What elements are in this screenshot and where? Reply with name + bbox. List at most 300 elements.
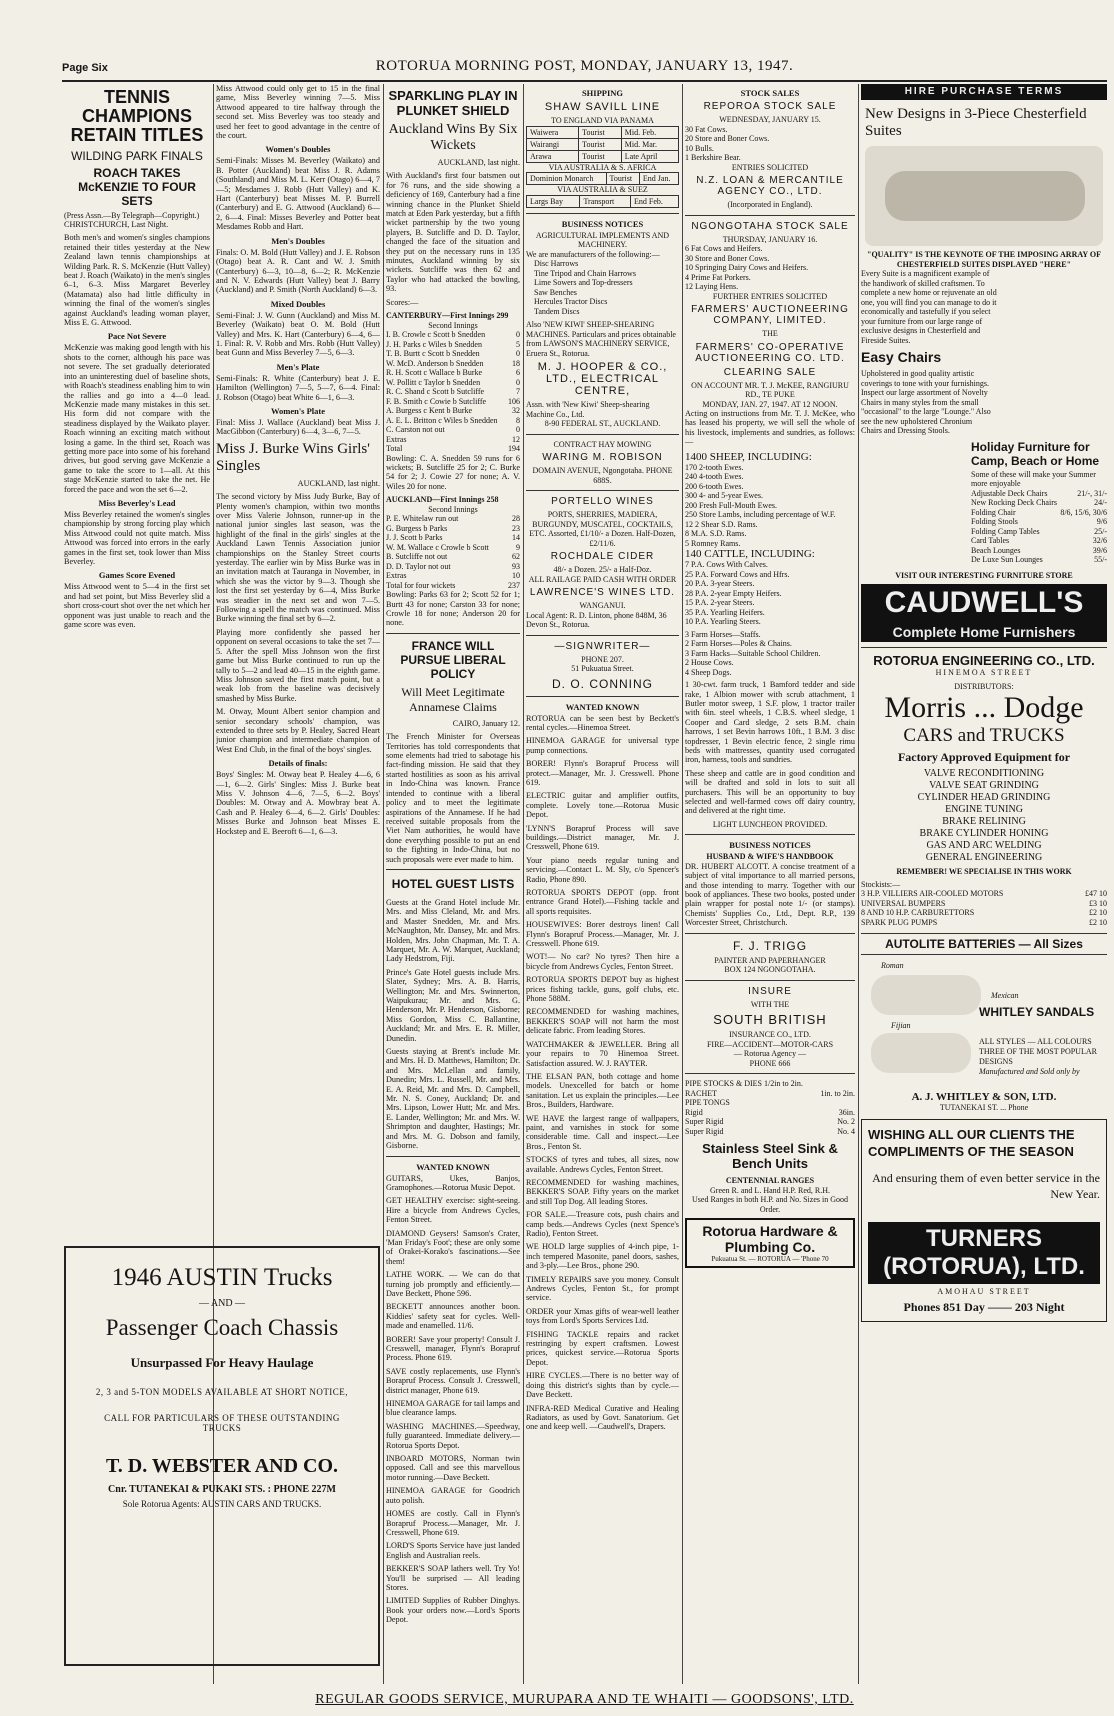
classifieds-list <box>386 1174 520 1625</box>
ad-text: 1 30-cwt. farm truck, 1 Bamford tedder and side rake, 1 Albion mower with scrub attachment, 1 Butler motor sweep, 1 S.F. plow, 1 tractor trailer with 6in. steel wheels, 1 C.B.S. wheel sledge, 1 Cooper and Card sledge, 2 sets B.M. chain harrows, 1 set Bevin harrows 10ft., 1 B.M. 3 disc topdresser, 1 Bevin electric fence, 2 single rimu beds with mattresses, quantity used corrugated iron, harness, tools and sundries. <box>685 680 855 765</box>
innings-subheading: Second Innings <box>428 320 478 330</box>
place: AUCKLAND, last night. <box>437 158 520 167</box>
holiday-item-value: 9/6 <box>1096 517 1107 526</box>
classified-ad: WASHING MACHINES.—Speedway, fully guaranteed. Immediate delivery.—Rotorua Sports Depot. <box>386 1421 520 1450</box>
scorecard-row <box>386 378 520 388</box>
article-text: Semi-Final: J. W. Gunn (Auckland) and Miss M. Beverley (Waikato) beat O. M. Bold (Hutt Valley) and Mrs. K. Hart (Canterbury) 6—4, 6—1. Final: R. V. Robb and Mrs. Robb (Hutt Valley) beat Gunn and Miss Beverley 7—5, 6—3. <box>216 310 380 358</box>
holiday-item <box>971 555 1107 565</box>
ad-text: THREE OF THE MOST POPULAR DESIGNS <box>979 1047 1097 1066</box>
headline: HOTEL GUEST LISTS <box>391 876 515 891</box>
holiday-item-label: Folding Chair <box>971 507 1016 517</box>
pipe-row-label: Super Rigid <box>685 1117 724 1127</box>
ad-text: INSURANCE CO., LTD. <box>729 1030 811 1040</box>
classified-ad: ORDER your Xmas gifts of wear-well leather toys from Lord's Sports Services Ltd. <box>526 1306 679 1326</box>
sale-item: 240 4-tooth Ewes. <box>685 472 744 482</box>
stockist-row-value: £2 10 <box>1089 917 1107 927</box>
ad-text: 51 Pukuatua Street. <box>571 664 634 673</box>
service-item: CYLINDER HEAD GRINDING <box>917 792 1051 803</box>
article-text: Playing more confidently she passed her opponent on several occasions to take the set 7—5. After the spell Miss Johnson won the first game but Miss Burke continued to run up the tally to 5—2 and lead 40—15 in the eighth game. Miss Johnson saved the first match point, but a weak lob from the baseline was decisively smashed by Miss Burke. <box>216 627 380 703</box>
article-text: Final: Miss J. Wallace (Auckland) beat Miss J. MacGibbon (Canterbury) 6—4, 3—6, 7—5. <box>216 417 380 437</box>
ad-heading: —SIGNWRITER— <box>554 640 651 652</box>
ad-text: Every Suite is a magnificent example of the handiwork of skilled craftsmen. To complete a new home or rejuvenate an old one, you will find you can manage to do it economically and tastefully if you select your furniture from our large range of exclusive designs in Chesterfield and Fireside Suites. <box>861 269 997 345</box>
scorecard-row-label: Extras <box>386 571 407 581</box>
shipping-line: SHAW SAVILL LINE <box>544 101 661 113</box>
sale-date: MONDAY, JAN. 27, 1947. AT 12 NOON. <box>702 399 838 409</box>
ad-firm: PORTELLO WINES <box>551 496 654 507</box>
scorecard-row-value: 0 <box>516 425 520 435</box>
scorecard-row-label: P. E. Whitelaw run out <box>386 514 459 524</box>
column-stock-sales <box>685 84 855 1684</box>
route: VIA AUSTRALIA & SUEZ <box>557 185 648 194</box>
ad-heading: ROCHDALE CIDER <box>550 551 655 562</box>
ad-title: 1946 AUSTIN Trucks <box>111 1264 333 1291</box>
scorecard-row-value: 28 <box>512 514 520 524</box>
page-header <box>62 58 1107 82</box>
scorecard-row-label: Extras <box>386 434 407 444</box>
ad-firm: FARMERS' CO-OPERATIVE AUCTIONEERING CO. LTD. <box>695 341 845 364</box>
column-tennis-continued <box>216 84 380 1234</box>
sandal-label: Mexican <box>991 991 1019 1000</box>
scorecard-row <box>386 562 520 572</box>
sale-items <box>685 463 855 549</box>
implement-item: Tine Tripod and Chain Harrows <box>534 268 636 278</box>
classified-ad: ROTORUA can be seen best by Beckett's rental cycles.—Hinemoa Street. <box>526 713 679 732</box>
sale-item: 2 House Cows. <box>685 658 734 668</box>
section-heading: Miss Beverley's Lead <box>98 497 176 508</box>
scorecard-row-label: R. H. Scott c Wallace b Burke <box>386 368 483 378</box>
holiday-item <box>971 536 1107 546</box>
pipe-row-label: Super Rigid <box>685 1126 724 1136</box>
route: VIA AUSTRALIA & S. AFRICA <box>548 162 657 172</box>
service-item: GENERAL ENGINEERING <box>925 852 1043 863</box>
classified-ad: GET HEALTHY exercise: sight-seeing. Hire a bicycle from Andrews Cycles, Fenton Street. <box>386 1196 520 1225</box>
classified-ad: SAVE costly replacements, use Flynn's Borapruf Process. Consult J. Cresswell, district manager, Phone 619. <box>386 1366 520 1395</box>
scorecard-row-label: W. Pollitt c Taylor b Snedden <box>386 377 481 387</box>
column-rule <box>383 84 384 1684</box>
sale-item: 30 Fat Cows. <box>685 124 728 134</box>
sale-item: 7 P.A. Cows With Calves. <box>685 560 768 570</box>
subheadline: Will Meet Legitimate Annamese Claims <box>401 684 505 714</box>
ad-title-2: Passenger Coach Chassis <box>105 1315 339 1340</box>
stockist-row <box>861 918 1107 928</box>
ad-heading: New Designs in 3-Piece Chesterfield Suites <box>865 106 1087 139</box>
ad-text: And ensuring them of even better service in the New Year. <box>872 1170 1100 1201</box>
holiday-item-value: 39/6 <box>1092 545 1107 555</box>
classified-ad: INBOARD MOTORS, Norman twin opposed. Call and see this marvellous motor running.—Dave Beckett. <box>386 1454 520 1482</box>
classified-ad: LORD'S Sports Service have just landed English and Australian reels. <box>386 1541 520 1560</box>
scorecard-row <box>386 397 520 407</box>
scorecard-row <box>386 387 520 397</box>
section-heading: Mixed Doubles <box>270 298 326 309</box>
pipe-row <box>685 1079 855 1089</box>
ad-heading: 140 CATTLE, INCLUDING: <box>685 548 815 561</box>
article-text: Guests staying at Brent's include Mr. and Mrs. H. D. Matthews, Hamilton; Dr. and Mrs. McLellan and family, Dunedin; Mrs. L. Russell, Mr. and Mrs. E. A. Reid, Mr. and Mrs. D. Campbell, Mr. N. S. Coney, Auckland; Dr. and Mrs. Lipson, Lower Hutt; Mr. and Mrs. E. Lander, Wellington; Mr. and Mrs. W. Shrimpton and daughter, Hastings; Mr. and Mrs. M. G. Dobson and family, Gisborne. <box>386 1047 520 1151</box>
turners-ad <box>861 1119 1107 1323</box>
scorecard-row-value: 93 <box>512 561 520 571</box>
classified-ad: 'LYNN'S Borapruf Process will save buildings.—District manager, Mr. J. Cresswell, Phone 619. <box>526 823 679 852</box>
scorecard-row <box>386 406 520 416</box>
service-item: ENGINE TUNING <box>945 804 1023 815</box>
sale-item: 12 Laying Hens. <box>685 282 739 291</box>
scorecard-row-label: G. Burgess b Parks <box>386 523 448 533</box>
caudwell-tagline: Complete Home Furnishers <box>861 622 1107 642</box>
service-item: VALVE RECONDITIONING <box>923 768 1045 779</box>
chesterfield-illustration <box>865 146 1103 246</box>
pipe-row-value: No. 4 <box>837 1126 855 1136</box>
holiday-item-value: 24/- <box>1094 498 1107 507</box>
classified-ad: BECKETT announces another boon. Kiddies' safety seat for cycles. Well-made and enamelled. 11/6. <box>386 1302 520 1331</box>
sale-item: 2 Farm Horses—Poles & Chains. <box>685 639 792 649</box>
classified-ad: HINEMOA GARAGE for tail lamps and blue clearance lamps. <box>386 1399 520 1418</box>
sale-item: 20 Store and Boner Cows. <box>685 134 770 143</box>
classified-ad: RECOMMENDED for washing machines, BEKKER'S SOAP will not harm the most delicate fabric. From leading Stores. <box>526 1007 679 1036</box>
ad-firm: N.Z. LOAN & MERCANTILE AGENCY CO., LTD. <box>696 175 844 197</box>
ad-text: "QUALITY" IS THE KEYNOTE OF THE IMPOSING ARRAY OF CHESTERFIELD SUITES DISPLAYED "HERE" <box>867 250 1101 269</box>
classified-ad: FISHING TACKLE repairs and racket restringing by expert craftsmen. Lowest prices, quickest service.—Rotorua Sports Depot. <box>526 1329 679 1367</box>
article-text: With Auckland's first four batsmen out for 76 runs, and the side showing a deficiency of 169, Canterbury had a fine winning chance in the Plunket Shield match at Eden Park yesterday, but a fifth wicket partnership by the two young players, B. Sutcliffe and D. D. Taylor, changed the face of the situation and they put on the necessary runs in 135 minutes, Auckland winning by six wickets. Sutcliffe was then 62 and Taylor who had attacked the bowling, 93. <box>386 171 520 294</box>
scorecard-row <box>386 330 520 340</box>
sale-item: 4 Prime Fat Porkers. <box>685 272 751 282</box>
pipe-row <box>685 1098 855 1108</box>
sailing-cell: Transport <box>580 195 631 207</box>
sailing-cell: End Jan. <box>639 173 678 185</box>
section-heading: Games Score Evened <box>98 570 176 581</box>
scorecard-row-label: C. Carston not out <box>386 425 445 435</box>
ad-text: ALL RAILAGE PAID CASH WITH ORDER <box>528 574 677 584</box>
scorecard-row-value: 9 <box>516 542 520 552</box>
ad-tagline: Unsurpassed For Heavy Haulage <box>130 1355 314 1370</box>
ad-text: WITH THE <box>750 999 790 1009</box>
sandal-label: Fijian <box>891 1021 911 1030</box>
ad-heading: INSURE <box>748 985 792 997</box>
classified-ad: LATHE WORK. — We can do that turning job promptly and efficiently.—Dave Beckett, Phone 596. <box>386 1270 520 1298</box>
column-rule <box>682 84 683 1684</box>
ad-text: 8-90 FEDERAL ST., AUCKLAND. <box>544 419 661 428</box>
ad-heading: CONTRACT HAY MOWING <box>553 439 652 449</box>
sale-item: 12 2 Shear S.D. Rams. <box>685 519 758 529</box>
services-list <box>861 768 1107 864</box>
service-item: GAS AND ARC WELDING <box>926 840 1042 851</box>
sailing-cell: Tourist <box>579 150 622 162</box>
scorecard-row <box>386 368 520 378</box>
subheadline: ROACH TAKES McKENZIE TO FOUR SETS <box>78 166 196 208</box>
pipe-row-label: Rigid <box>685 1107 703 1117</box>
scorecard-row <box>386 533 520 543</box>
classified-ad: HOUSEWIVES: Borer destroys linen! Call Flynn's Borapruf Process.—Manager, Mr. J. Cresswell. Phone 619. <box>526 920 679 949</box>
ad-heading: HUSBAND & WIFE'S HANDBOOK <box>706 852 834 862</box>
classified-ad: WE HOLD large supplies of 4-inch pipe, 1-inch tempered Masonite, panel doors, sashes, and 3-ply.—Lee Bros., phone 290. <box>526 1242 679 1271</box>
sale-items <box>685 560 855 627</box>
sale-item: 10 P.A. Yearling Steers. <box>685 617 761 627</box>
scorecard-row-value: 6 <box>516 368 520 378</box>
service-item: VALVE SEAT GRINDING <box>929 780 1039 791</box>
ad-heading: Stainless Steel Sink & Bench Units <box>702 1141 838 1172</box>
article-text: The French Minister for Overseas Territories has told correspondents that some elements had tried to sabotage his fact-finding mission. He said that they started hostilities as soon as his arrival in Indo-China was known. France intended to continue with a liberal policy and to meet the legitimate aspirations of the Annamese. If he had received suitable proposals from the Viet Nam authorities, he would have done everything possible to put an end to the fighting in Indo-China, but no such proposals were ever made to him. <box>386 732 520 864</box>
pipe-row-value: No. 2 <box>837 1117 855 1127</box>
ad-firm: D. O. CONNING <box>551 676 653 691</box>
classified-ad: INFRA-RED Medical Curative and Healing Radiators, as used by Govt. Sanatorium. Get one and keep well. —Caudwell's, Drapers. <box>526 1403 679 1432</box>
stockist-row-label: UNIVERSAL BUMPERS <box>861 898 946 908</box>
ad-text: DISTRIBUTORS: <box>954 681 1014 691</box>
article-text: Miss Attwood could only get to 15 in the final game, Miss Beverley winning 7—5. Miss Attwood appeared to tire halfway through the second set. Miss Beverley was too steady and used her feet to good advantage in the centre of the court. <box>216 84 380 141</box>
bowling-text: Bowling: C. A. Snedden 59 runs for 6 wickets; B. Sutcliffe 25 for 2; C. Burke 54 for 2; J. Cowie 27 for none; A. V. Wiles 20 for none. <box>386 453 520 491</box>
route: TO ENGLAND VIA PANAMA <box>551 116 654 125</box>
headline: SPARKLING PLAY IN PLUNKET SHIELD <box>388 88 518 118</box>
holiday-item-label: De Luxe Sun Lounges <box>971 555 1043 564</box>
implement-item: Lime Sowers and Top-dressers <box>534 278 633 287</box>
ad-text: BOX 124 NGONGOTAHA. <box>724 965 816 975</box>
ad-firm: ROTORUA ENGINEERING CO., LTD. <box>873 653 1095 668</box>
sailing-cell: Tourist <box>579 138 622 150</box>
scorecard-row <box>386 552 520 562</box>
dateline: (Press Assn.—By Telegraph—Copyright.) <box>64 211 200 220</box>
ad-firm: WHITLEY SANDALS <box>979 1005 1095 1019</box>
page-number: Page Six <box>62 62 108 74</box>
sale-title: CLEARING SALE <box>723 366 817 378</box>
sale-item: 3 Farm Hacks—Suitable School Children. <box>685 648 821 658</box>
scorecard-row-label: W. M. Wallace c Crowle b Scott <box>386 542 489 552</box>
ad-text: FURTHER ENTRIES SOLICITED <box>712 291 828 301</box>
sailing-cell: Mid. Feb. <box>621 126 678 138</box>
sailing-cell: Waiwera <box>527 126 579 138</box>
sandal-illustration <box>871 975 981 1015</box>
sailing-cell: End Feb. <box>631 195 679 207</box>
article-text: Boys' Singles: M. Otway beat P. Healey 4—6, 6—1, 6—2. Girls' Singles: Miss J. Burke beat Miss V. Johnson 4—6, 7—5, 6—2. Boys' Doubles: M. Otway and A. Mowbray beat A. Cash and P. Healey 6—4, 6—2. Girls' Doubles: Misses Burke and Johnson beat Misses E. Hockstep and E. Beeroft 6—1, 6—3. <box>216 770 380 836</box>
article-text: Prince's Gate Hotel guests include Mrs. Slater, Sydney; Mrs. A. B. Harris, Wellington; Mr. and Mrs. Swinnerton, Waipukurau; Mr. and Mrs. G. Henderson, Mr. P. Henderson, Gisborne; Miss Gordon, Miss C. Ballantine, Auckland; Mr. and Mrs. E. R. Miller, Dunedin. <box>386 967 520 1043</box>
ad-firm: A. J. WHITLEY & SON, LTD. <box>911 1091 1057 1103</box>
sale-item: 170 2-tooth Ewes. <box>685 462 744 472</box>
ad-firm: T. D. WEBSTER AND CO. <box>105 1455 339 1477</box>
ad-text: These sheep and cattle are in good condition and will be drafted and sold in lots to suit all purchasers. This will be an opportunity to buy selected and well-farmed cows off dairy country, and delivered at the right time. <box>685 768 855 816</box>
ad-text: DR. HUBERT ALCOTT. A concise treatment of a subject of vital importance to all married persons, and those intending to marry. Together with our book of appliances. These two books, posted under plain wrapper for postal note 1/- (or stamps). Chemists' Supplies Co., Ltd., Dept. R.P., 139 Worcester Street, Christchurch. <box>685 861 855 928</box>
stockist-row-value: £47 10 <box>1085 889 1107 898</box>
scorecard-row-label: W. McD. Anderson b Snedden <box>386 358 484 368</box>
ad-agents: Sole Rotorua Agents: AUSTIN CARS AND TRUCKS. <box>122 1499 322 1509</box>
scorecard-row-value: 5 <box>516 339 520 349</box>
service-item: BRAKE CYLINDER HONING <box>919 828 1049 839</box>
section-heading: BUSINESS NOTICES <box>729 840 811 851</box>
section-heading: BUSINESS NOTICES <box>561 218 644 229</box>
sale-date: THURSDAY, JANUARY 16. <box>722 234 818 244</box>
article-text: Miss Beverley retained the women's singles championship by strong forcing play which Miss Attwood could not quite match. Miss Attwood was forced into errors in the early games in the first set, took lower than Miss Beverley. <box>64 509 210 566</box>
ad-text: DOMAIN AVENUE, Ngongotaha. PHONE 688S. <box>532 466 673 485</box>
scorecard-auckland <box>386 514 520 581</box>
article-text: The second victory by Miss Judy Burke, Bay of Plenty women's champion, within two months over Miss Valerie Johnson, runner-up in the national junior singles last season, was the highlight of the final in the girls' singles at the Auckland Lawn Tennis Association junior championships on the Stanley Street courts yesterday. The earlier win by Miss Burke was in an invitation match at Tauranga in November, in which she was the victor by 9—3. Though she lost the first set yesterday by 6—4, Miss Burke was steadier in the next set and won 7—5. Following a spell the match was continued. Miss Burke winning the final set by 6—2. <box>216 492 380 624</box>
section-heading: SHIPPING <box>581 88 624 98</box>
ad-text: Also 'NEW KIWI' SHEEP-SHEARING MACHINES. Particulars and prices obtainable from LAWSON'S MACHINERY SERVICE, Eruera St., Rotorua. <box>526 320 676 358</box>
classified-ad: HOMES are costly. Call in Flynn's Borapruf Process.—Manager, Mr. J. Cresswell, Phone 619. <box>386 1509 520 1537</box>
implement-item: Disc Harrows <box>534 259 579 268</box>
sale-title: REPOROA STOCK SALE <box>703 101 837 112</box>
sale-item: 1 Berkshire Bear. <box>685 153 741 162</box>
section-heading: Details of finals: <box>268 758 328 769</box>
ad-text: Phones 851 Day —— 203 Night <box>903 1300 1065 1314</box>
article-text: M. Otway, Mount Albert senior champion and senior secondary schools' champion, was extended to three sets by P. Healey, Sacred Heart junior champion and intermediate champion of West End Club, in the final of the boys' singles. <box>216 707 380 754</box>
classified-ad: FOR SALE.—Treasure cots, push chairs and camp beds.—Andrews Cycles (next Spence's Radio), Fenton Street. <box>526 1210 679 1238</box>
sale-item: 4 Sheep Dogs. <box>685 667 732 677</box>
scorecard-row-value: 12 <box>512 434 520 444</box>
section-heading: Pace Not Severe <box>107 331 167 342</box>
scorecard-row-label: F. B. Smith c Cowie b Sutcliffe <box>386 396 487 406</box>
implement-item: Hercules Tractor Discs <box>534 297 608 306</box>
sailing-cell: Wairangi <box>527 138 579 150</box>
classified-ad: DIAMOND Geysers! Samson's Crater, 'Man Friday's Foot'; these are only some of Orakei-Korako's fascinations.—See them! <box>386 1228 520 1266</box>
scorecard-row-label: R. C. Shand c Scott b Sutcliffe <box>386 387 485 397</box>
holiday-item-label: Card Tables <box>971 536 1010 545</box>
holiday-item <box>971 517 1107 527</box>
classified-ad: LIMITED Supplies of Rubber Dinghys. Book your orders now.—Lord's Sports Depot. <box>386 1596 520 1625</box>
sale-item: 28 P.A. 2-year Empty Heifers. <box>685 588 782 598</box>
scorecard-row-value: 106 <box>508 396 520 406</box>
ad-heading: Morris ... Dodge <box>884 691 1084 724</box>
sandal-illustration <box>871 1033 971 1073</box>
sailings-table <box>526 126 679 163</box>
sale-title: NGONGOTAHA STOCK SALE <box>691 220 849 232</box>
sailings-table <box>526 195 679 208</box>
ad-text: 48/- a Dozen. 25/- a Half-Doz. <box>553 565 652 574</box>
sale-item: 200 Fresh Full-Mouth Ewes. <box>685 500 777 510</box>
ad-text: FIRE—ACCIDENT—MOTOR-CARS <box>706 1039 834 1049</box>
scorecard-row <box>386 543 520 553</box>
ad-and: — AND — <box>198 1298 246 1309</box>
subheadline: Auckland Wins By Six Wickets <box>388 122 518 153</box>
ad-heading: AUTOLITE BATTERIES — All Sizes <box>861 933 1107 955</box>
ad-heading: Easy Chairs <box>861 349 942 365</box>
holiday-item <box>971 489 1107 499</box>
ad-firm: M. J. HOOPER & CO., LTD., ELECTRICAL CENTRE, <box>537 361 668 397</box>
sailing-cell: Mid. Mar. <box>621 138 678 150</box>
sale-item: 6 Fat Cows and Heifers. <box>685 244 763 253</box>
holiday-item <box>971 508 1107 518</box>
sale-item: 30 Store and Boner Cows. <box>685 253 770 263</box>
scorecard-row-value: 14 <box>512 533 520 543</box>
classified-ad: ELECTRIC guitar and amplifier outfits, complete. Lovely tone.—Rotorua Music Depot. <box>526 791 679 820</box>
holiday-item-value: 55/- <box>1094 555 1107 564</box>
classified-ad: BORER! Save your property! Consult J. Cresswell, manager, Flynn's Borapruf Process. Phone 619. <box>386 1334 520 1363</box>
rotorua-hardware-ad <box>685 1218 855 1268</box>
holiday-item-label: Folding Stools <box>971 517 1018 526</box>
total-row: Total 194 <box>386 444 520 454</box>
ad-text: HINEMOA STREET <box>935 668 1033 677</box>
section-heading: WANTED KNOWN <box>565 701 640 712</box>
stockist-row-value: £3 10 <box>1089 898 1107 908</box>
scorecard-row-value: 32 <box>512 406 520 416</box>
ad-heading: CENTENNIAL RANGES <box>725 1176 815 1186</box>
column-cricket <box>386 84 520 1684</box>
sale-item: 10 Springing Dairy Cows and Heifers. <box>685 263 809 272</box>
holiday-item-value: 21/-, 31/- <box>1077 488 1107 498</box>
article-text: Guests at the Grand Hotel include Mr. Mrs. and Miss Cleland, Mr. and Mrs. and Master Snedden, Mr. and Mrs. McNaughton, Mr. Dansey, Mr. and Mrs. Holden, Mrs. John Chapman, Mr. T. A. Marquet, Mr. A. W. Marquet, Auckland; Lady Hedstrom, Fiji. <box>386 897 520 964</box>
ad-heading: CARS and TRUCKS <box>903 725 1065 746</box>
ad-text: THE <box>762 329 778 338</box>
stockist-row-label: 3 H.P. VILLIERS AIR-COOLED MOTORS <box>861 889 1004 898</box>
scorecard-row-label: B. Sutcliffe not out <box>386 552 448 562</box>
scorecard-row-value: 8 <box>516 415 520 425</box>
place: CHRISTCHURCH, Last Night. <box>64 220 169 229</box>
sailing-row <box>527 138 679 150</box>
ad-heading: Holiday Furniture for Camp, Beach or Home <box>971 439 1100 468</box>
caudwell-logo: CAUDWELL'S <box>861 584 1107 622</box>
scorecard-row-value: 18 <box>512 358 520 368</box>
sailing-cell: Largs Bay <box>527 195 580 207</box>
classified-ad: BORER! Flynn's Borapruf Process will protect.—Manager, Mr. J. Cresswell. Phone 619. <box>526 759 679 787</box>
sale-item: 5 Romney Rams. <box>685 538 741 548</box>
footer-strip: REGULAR GOODS SERVICE, MURUPARA AND TE WHAITI — GOODSONS', LTD. <box>315 1692 854 1707</box>
total-row: Total for four wickets 237 <box>386 580 520 590</box>
classified-ad: ROTORUA SPORTS DEPOT buy as highest prices fishing tackle, guns, golf clubs, etc. Phone 588M. <box>526 975 679 1004</box>
ad-text: (Incorporated in England). <box>727 200 813 209</box>
subheadline: WILDING PARK FINALS <box>71 149 203 163</box>
austin-trucks-ad <box>64 1240 380 1680</box>
holiday-item-label: New Rocking Deck Chairs <box>971 498 1057 507</box>
ad-text: PAINTER AND PAPERHANGER <box>714 955 826 965</box>
implement-item: Tandem Discs <box>534 306 580 316</box>
classifieds-list <box>526 714 679 1432</box>
ad-text: PORTS, SHERRIES, MADIERA, BURGUNDY, MUSCATEL, COCKTAILS, ETC. Assorted, £1/10/- a Dozen. Half-Dozen, £2/11/6. <box>529 510 676 548</box>
ad-text: ALL STYLES — ALL COLOURS <box>979 1037 1092 1046</box>
innings-heading: AUCKLAND—First Innings 258 <box>386 495 499 505</box>
scorecard-row-value: 0 <box>516 330 520 340</box>
ad-text: LIGHT LUNCHEON PROVIDED. <box>712 819 828 829</box>
scorecard-row-label: A. E. L. Britton c Wiles b Snedden <box>386 415 498 425</box>
ad-text: Stockists:— <box>861 879 901 889</box>
article-text: Miss Attwood went to 5—4 in the first set and had set point, but Miss Beverley slid a short cross-court shot over the net which her opponent was just unable to reach and the game score was even. <box>64 582 210 630</box>
ad-text: — Rotorua Agency — <box>733 1049 807 1059</box>
ad-text: Upholstered in good quality artistic coverings to tone with your furnishings. Inspect our large assortment of Novelty Chairs in many styles from the small "occasional" to the large "Lounge." Also see the new upholstered Chronium Chairs and Dressing Stools. <box>861 369 991 435</box>
section-heading: Men's Plate <box>276 361 320 372</box>
classified-ad: RECOMMENDED for washing machines, BEKKER'S SOAP. Fifty years on the market and still Top Dog. All leading Stores. <box>526 1177 679 1206</box>
sailing-cell: Tourist <box>579 126 622 138</box>
holiday-item-value: 25/- <box>1094 526 1107 536</box>
sale-item: 250 Store Lambs, including percentage of W.F. <box>685 510 836 520</box>
ad-heading: AGRICULTURAL IMPLEMENTS AND MACHINERY. <box>535 230 670 249</box>
holiday-item-value: 32/6 <box>1092 536 1107 545</box>
sandal-label: Roman <box>881 961 904 970</box>
sale-item: 200 6-tooth Ewes. <box>685 481 744 491</box>
scorecard-row-value: 0 <box>516 349 520 359</box>
sailing-row <box>527 195 679 207</box>
sale-item: 300 4- and 5-year Ewes. <box>685 491 763 501</box>
whitley-sandals-ad <box>861 961 1107 1091</box>
scorecard-row <box>386 359 520 369</box>
section-heading: Women's Doubles <box>265 144 331 155</box>
masthead: ROTORUA MORNING POST, MONDAY, JANUARY 13, 1947. <box>375 58 794 74</box>
place: CAIRO, January 12. <box>452 718 520 728</box>
holiday-item-label: Beach Lounges <box>971 545 1021 555</box>
scorecard-row-value: 62 <box>512 552 520 562</box>
section-heading: Men's Doubles <box>271 235 325 246</box>
sale-item: 3 Farm Horses—Staffs. <box>685 629 761 639</box>
ad-text: PHONE 666 <box>749 1058 791 1068</box>
classified-ad: ROTORUA SPORTS DEPOT (opp. front entrance Grand Hotel).—Fishing tackle and all sports requisites. <box>526 888 679 916</box>
article-text: Both men's and women's singles champions retained their titles yesterday at the New Zealand lawn tennis championships at Wilding Park. R. S. McKenzie (Hutt Valley) beat J. Roach (Waikato) in the men's singles 6–1, 6–3. Miss Margaret Beverley (Matamata) also had little difficulty in winning the final of the women's singles against Auckland's leading woman player, Miss E. G. Attwood. <box>64 233 210 328</box>
article-text: Semi-Finals: Misses M. Beverley (Waikato) and B. Potter (Auckland) beat Miss J. R. Adams (Southland) and Miss M. L. Kerr (Otago) 6—4, 7—5; Mesdames J. Robb (Hutt Valley) and K. Hart (Canterbury) beat Misses M. P. Burrell (Canterbury) and E. G. Attwood (Auckland) 6—2, 6—4. Final: Misses Beverley and Potter beat Mesdames Robb and Hart. <box>216 156 380 232</box>
classified-ad: BEKKER'S SOAP lathers well. Try Yo! You'll be surprised — All leading Stores. <box>386 1564 520 1592</box>
section-heading: STOCK SALES <box>740 88 800 98</box>
classified-ad: GUITARS, Ukes, Banjos, Gramophones.—Rotorua Music Depot. <box>386 1173 520 1192</box>
ad-call: CALL FOR PARTICULARS OF THESE OUTSTANDING TRUCKS <box>104 1413 340 1433</box>
ad-firm: SOUTH BRITISH <box>713 1012 827 1028</box>
pipe-list <box>685 1079 855 1136</box>
pipe-row <box>685 1117 855 1127</box>
column-rule <box>523 84 524 1684</box>
ad-heading: WISHING ALL OUR CLIENTS THE COMPLIMENTS OF THE SEASON <box>868 1126 1075 1159</box>
holiday-item-label: Adjustable Deck Chairs <box>971 488 1048 498</box>
classified-ad: WE HAVE the largest range of wallpapers, paint, and varnishes in stock for some considerable time. Call and inspect.—Lee Bros., Fenton St. <box>526 1113 679 1151</box>
ad-text: Pukuatua St. — ROTORUA — 'Phone 70 <box>711 1255 829 1264</box>
stockist-row-label: SPARK PLUG PUMPS <box>861 917 938 927</box>
section-heading: Women's Plate <box>270 405 326 416</box>
